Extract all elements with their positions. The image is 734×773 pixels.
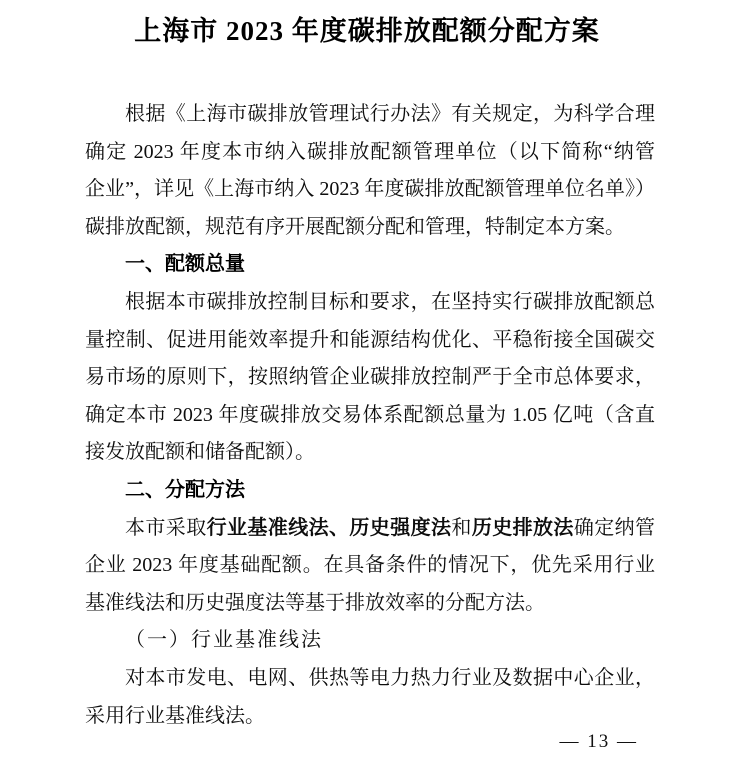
subsection1-line-1: 对本市发电、电网、供热等电力热力行业及数据中心企业， (125, 666, 655, 689)
section2-seg-bold-1: 行业基准线法、历史强度法 (206, 516, 452, 539)
section1-line-4: 确定本市 2023 年度碳排放交易体系配额总量为 1.05 亿吨（含直 (85, 403, 655, 426)
section2-seg-regular-2: 和 (451, 516, 472, 539)
subsection1-line-2: 采用行业基准线法。 (85, 704, 265, 727)
section2-seg-bold-2: 历史排放法 (471, 516, 574, 539)
section1-line-1: 根据本市碳排放控制目标和要求，在坚持实行碳排放配额总 (125, 290, 655, 313)
subsection1-heading: （一）行业基准线法 (125, 629, 323, 652)
section2-seg-regular-1: 本市采取 (125, 516, 207, 539)
document-body (85, 96, 655, 735)
section1-line-3: 易市场的原则下，按照纳管企业碳排放控制严于全市总体要求， (85, 366, 655, 389)
intro-line-3: 企业”，详见《上海市纳入 2023 年度碳排放配额管理单位名单》） (85, 178, 655, 201)
section1-heading: 一、配额总量 (125, 253, 245, 276)
intro-line-4: 碳排放配额，规范有序开展配额分配和管理，特制定本方案。 (85, 215, 625, 238)
intro-line-2: 确定 2023 年度本市纳入碳排放配额管理单位（以下简称“纳管 (85, 140, 655, 163)
section2-line-3: 基准线法和历史强度法等基于排放效率的分配方法。 (85, 591, 545, 614)
section2-line-2: 企业 2023 年度基础配额。在具备条件的情况下，优先采用行业 (85, 554, 655, 577)
page-number: — 13 — (559, 731, 638, 752)
section1-line-5: 接发放配额和储备配额）。 (85, 441, 315, 464)
section2-heading: 二、分配方法 (125, 478, 245, 501)
section1-line-2: 量控制、促进用能效率提升和能源结构优化、平稳衔接全国碳交 (85, 328, 655, 351)
section2-line-1 (85, 510, 655, 548)
intro-line-1: 根据《上海市碳排放管理试行办法》有关规定，为科学合理 (125, 103, 655, 125)
section2-seg-regular-3: 确定纳管 (573, 516, 656, 539)
page-title: 上海市 2023 年度碳排放配额分配方案 (134, 16, 600, 46)
